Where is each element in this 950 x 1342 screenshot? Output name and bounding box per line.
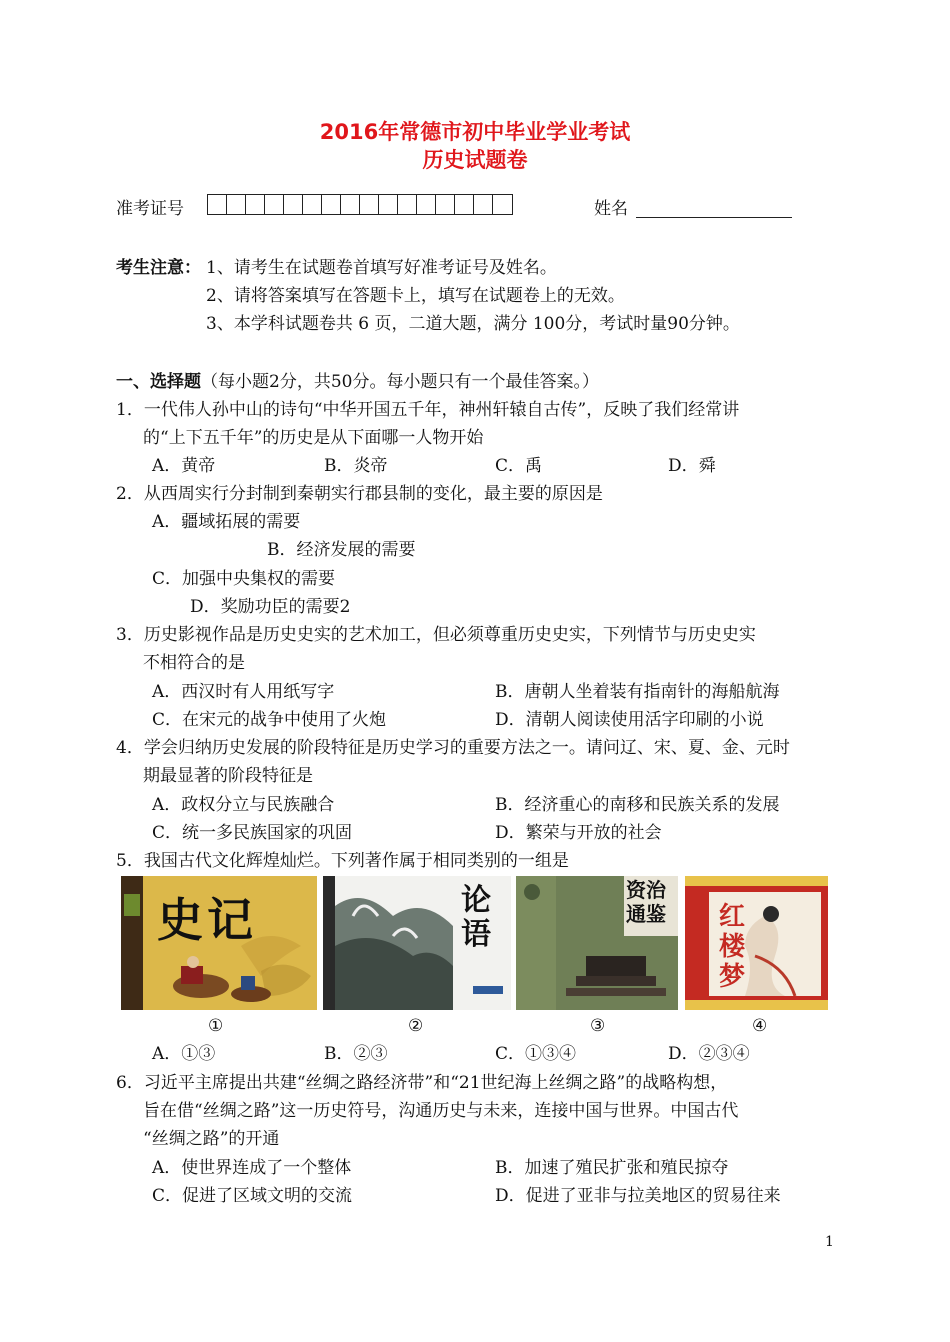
answer-option: B．经济重心的南移和民族关系的发展 <box>495 795 780 815</box>
question-stem: 6．习近平主席提出共建“丝绸之路经济带”和“21世纪海上丝绸之路”的战略构想， <box>116 1073 728 1093</box>
answer-option: B．②③ <box>324 1044 388 1064</box>
answer-option: D．促进了亚非与拉美地区的贸易往来 <box>495 1186 781 1206</box>
question-stem: 1．一代伟人孙中山的诗句“中华开国五千年，神州轩辕自古传”，反映了我们经常讲 <box>116 400 740 420</box>
answer-option: B．炎帝 <box>324 456 388 476</box>
answer-option: C．加强中央集权的需要 <box>152 569 336 589</box>
notice-item: 2、请将答案填写在答题卡上，填写在试题卷上的无效。 <box>206 286 625 306</box>
question-stem: “丝绸之路”的开通 <box>143 1129 280 1149</box>
answer-option: B．经济发展的需要 <box>267 540 416 560</box>
question-stem: 旨在借“丝绸之路”这一历史符号，沟通历史与未来，连接中国与世界。中国古代 <box>143 1101 739 1121</box>
candidate-id-box[interactable] <box>208 195 227 214</box>
notice-label: 考生注意： <box>116 258 201 278</box>
book-cover-title: 史记 <box>157 893 257 947</box>
question-stem: 2．从西周实行分封制到秦朝实行郡县制的变化，最主要的原因是 <box>116 484 603 504</box>
image-caption: ④ <box>752 1016 768 1036</box>
question-stem: 4．学会归纳历史发展的阶段特征是历史学习的重要方法之一。请问辽、宋、夏、金、元时 <box>116 738 790 758</box>
page-number: 1 <box>825 1234 834 1250</box>
notice-item: 1、请考生在试题卷首填写好准考证号及姓名。 <box>206 258 557 278</box>
answer-option: C．在宋元的战争中使用了火炮 <box>152 710 387 730</box>
exam-subtitle: 历史试题卷 <box>422 148 528 172</box>
candidate-id-box[interactable] <box>303 195 322 214</box>
answer-option: A．西汉时有人用纸写字 <box>152 682 335 702</box>
answer-option: A．政权分立与民族融合 <box>152 795 335 815</box>
question-stem: 5．我国古代文化辉煌灿烂。下列著作属于相同类别的一组是 <box>116 851 569 871</box>
candidate-id-box[interactable] <box>417 195 436 214</box>
candidate-id-box[interactable] <box>227 195 246 214</box>
answer-option: B．唐朝人坐着装有指南针的海船航海 <box>495 682 780 702</box>
question-stem: 3．历史影视作品是历史史实的艺术加工，但必须尊重历史史实，下列情节与历史史实 <box>116 625 756 645</box>
book-cover-shiji <box>121 876 317 1010</box>
notice-item: 3、本学科试题卷共 6 页，二道大题，满分 100分，考试时量90分钟。 <box>206 314 740 334</box>
candidate-id-box[interactable] <box>284 195 303 214</box>
book-cover-title: 论语 <box>461 883 491 952</box>
candidate-name-label: 姓名 <box>594 199 628 219</box>
answer-option: A．使世界连成了一个整体 <box>152 1158 352 1178</box>
candidate-id-box[interactable] <box>379 195 398 214</box>
candidate-name-line[interactable] <box>636 217 792 218</box>
candidate-id-label: 准考证号 <box>116 199 184 219</box>
section-heading <box>116 371 599 393</box>
answer-option: C．①③④ <box>495 1044 577 1064</box>
question-stem: 不相符合的是 <box>143 653 245 673</box>
book-cover-hongloumeng <box>685 876 828 1010</box>
book-cover-title: 资治通鉴 <box>626 878 666 926</box>
answer-option: C．统一多民族国家的巩固 <box>152 823 353 843</box>
image-caption: ③ <box>590 1016 606 1036</box>
exam-title: 2016年常德市初中毕业学业考试 <box>319 120 631 144</box>
answer-option: A．疆域拓展的需要 <box>152 512 301 532</box>
candidate-id-box[interactable] <box>246 195 265 214</box>
image-caption: ① <box>208 1016 224 1036</box>
answer-option: D．清朝人阅读使用活字印刷的小说 <box>495 710 764 730</box>
candidate-id-box[interactable] <box>322 195 341 214</box>
candidate-id-box[interactable] <box>398 195 417 214</box>
candidate-id-box[interactable] <box>265 195 284 214</box>
candidate-id-boxes[interactable] <box>207 194 513 215</box>
answer-option: A．黄帝 <box>152 456 216 476</box>
candidate-id-box[interactable] <box>341 195 360 214</box>
candidate-id-box[interactable] <box>436 195 455 214</box>
answer-option: C．促进了区域文明的交流 <box>152 1186 353 1206</box>
answer-option: D．②③④ <box>668 1044 750 1064</box>
candidate-id-box[interactable] <box>455 195 474 214</box>
candidate-id-box[interactable] <box>493 195 512 214</box>
section-heading-title: 一、选择题 <box>116 372 201 392</box>
answer-option: C．禹 <box>495 456 543 476</box>
question-stem: 的“上下五千年”的历史是从下面哪一人物开始 <box>143 428 484 448</box>
answer-option: D．繁荣与开放的社会 <box>495 823 662 843</box>
book-cover-lunyu <box>323 876 511 1010</box>
question-stem: 期最显著的阶段特征是 <box>143 766 313 786</box>
answer-option: D．舜 <box>668 456 716 476</box>
answer-option: B．加速了殖民扩张和殖民掠夺 <box>495 1158 729 1178</box>
candidate-id-box[interactable] <box>360 195 379 214</box>
book-cover-title: 红楼梦 <box>719 902 746 992</box>
section-heading-note: （每小题2分，共50分。每小题只有一个最佳答案。） <box>201 372 599 392</box>
answer-option: D．奖励功臣的需要2 <box>190 597 351 617</box>
answer-option: A．①③ <box>152 1044 216 1064</box>
image-caption: ② <box>408 1016 424 1036</box>
candidate-id-box[interactable] <box>474 195 493 214</box>
book-cover-zizhitongjian <box>516 876 678 1010</box>
